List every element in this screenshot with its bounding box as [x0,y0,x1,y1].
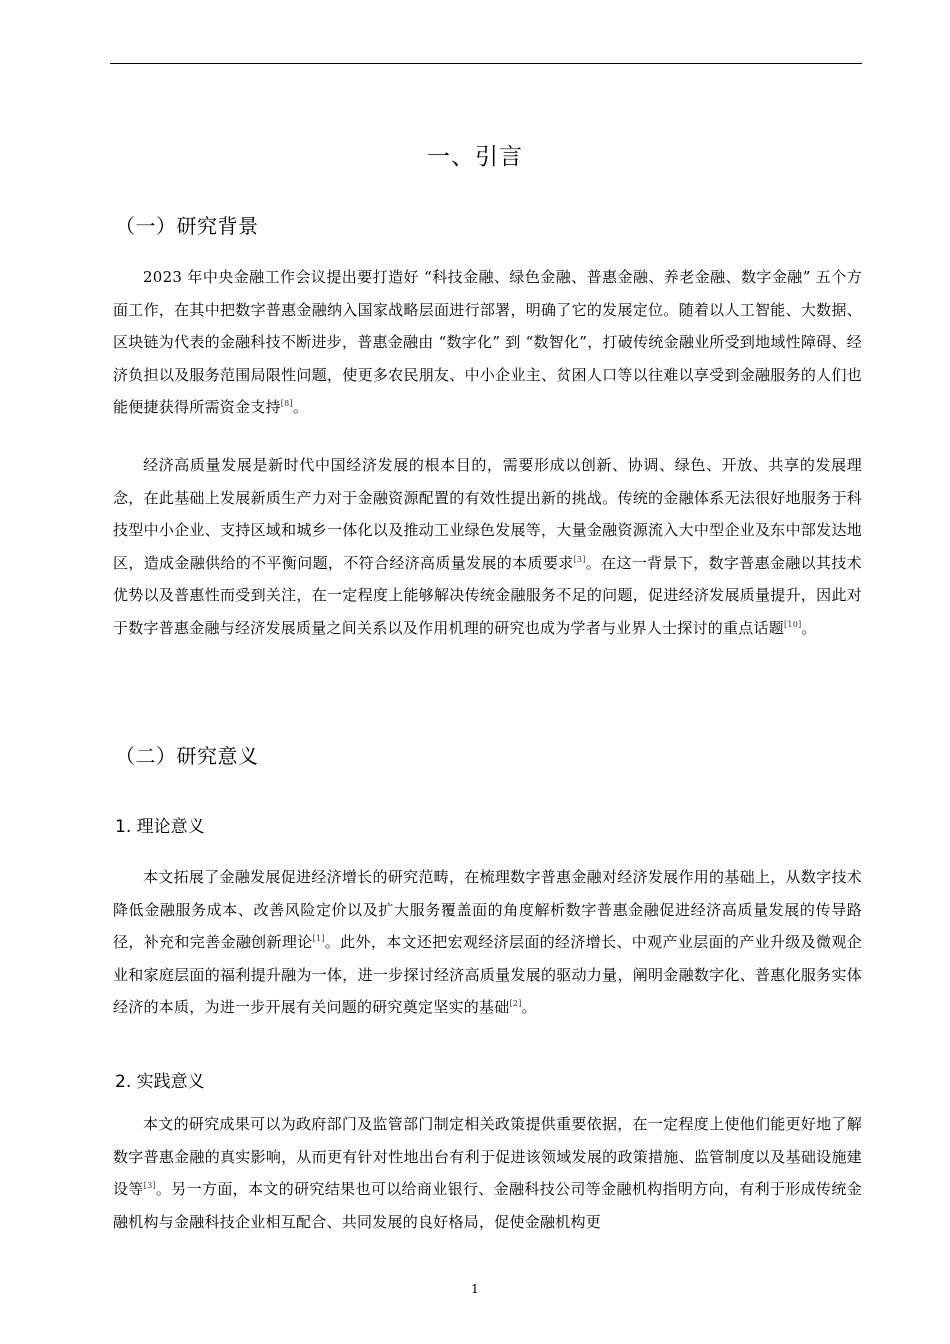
paragraph-text: 本文拓展了金融发展促进经济增长的研究范畴，在梳理数字普惠金融对经济发展作用的基础上，从数字技术降低金融服务成本、改善风险定价以及扩大服务覆盖面的角度解析数字普惠金融促进经济高质量发展的传导路径，补充和完善金融创新理论 [113,868,862,952]
paragraph-text: 。在这一背景下，数字普惠金融以其技术优势以及普惠性而受到关注，在一定程度上能够解决传统金融服务不足的问题，促进经济发展质量提升，因此对于数字普惠金融与经济发展质量之间关系以及作用机理的研究也成为学者与业界人士探讨的重点话题 [113,553,862,637]
header-rule [110,63,862,64]
paragraph-text: 。 [801,618,817,637]
paragraph-text: 。另一方面，本文的研究结果也可以给商业银行、金融科技公司等金融机构指明方向，有利于形成传统金融机构与金融科技企业相互配合、共同发展的良好格局，促使金融机构更 [113,1180,862,1231]
citation: [8] [280,399,293,409]
citation: [3] [573,554,586,564]
citation: [2] [509,999,522,1009]
section-heading-significance: （二）研究意义 [115,744,259,768]
citation: [1] [312,934,325,944]
paragraph-text: 2023 年中央金融工作会议提出要打造好 “科技金融、绿色金融、普惠金融、养老金融、数字金融” 五个方面工作，在其中把数字普惠金融纳入国家战略层面进行部署，明确了它的发展定位。随着以人工智能、大数据、区块链为代表的金融科技不断进步，普惠金融由 “数字化” 到 “数智化”，打破传统金融业所受到地域性障碍、经济负担以及服务范围局限性问题，使更多农民朋友、中小企业主、贫困人口等以往难以享受到金融服务的人们也能便捷获得所需资金支持 [113,268,862,417]
page-number: 1 [471,1282,479,1296]
paragraph-practice [113,1108,862,1238]
paragraph-background-1 [113,261,862,424]
paragraph-text: 。 [521,998,537,1017]
paragraph-text: 本文的研究成果可以为政府部门及监管部门制定相关政策提供重要依据，在一定程度上使他们能更好地了解数字普惠金融的真实影响，从而更有针对性地出台有利于促进该领域发展的政策措施、监管制度以及基础设施建设等 [113,1115,862,1199]
paragraph-text: 经济高质量发展是新时代中国经济发展的根本目的，需要形成以创新、协调、绿色、开放、共享的发展理念，在此基础上发展新质生产力对于金融资源配置的有效性提出新的挑战。传统的金融体系无法很好地服务于科技型中小企业、支持区域和城乡一体化以及推动工业绿色发展等，大量金融资源流入大中型企业及东中部发达地区，造成金融供给的不平衡问题，不符合经济高质量发展的本质要求 [113,456,862,572]
paragraph-text: 。此外，本文还把宏观经济层面的经济增长、中观产业层面的产业升级及微观企业和家庭层面的福利提升融为一体，进一步探讨经济高质量发展的驱动力量，阐明金融数字化、普惠化服务实体经济的本质，为进一步开展有关问题的研究奠定坚实的基础 [113,933,862,1017]
citation: [3] [143,1181,156,1191]
section-heading-background: （一）研究背景 [115,214,259,238]
subsection-heading-theory: 1. 理论意义 [115,817,205,837]
paragraph-background-2 [113,449,862,645]
citation: [10] [784,619,802,629]
paragraph-theory [113,861,862,1024]
chapter-title: 一、引言 [427,144,523,170]
paragraph-text: 。 [292,398,309,417]
subsection-heading-practice: 2. 实践意义 [115,1072,205,1092]
